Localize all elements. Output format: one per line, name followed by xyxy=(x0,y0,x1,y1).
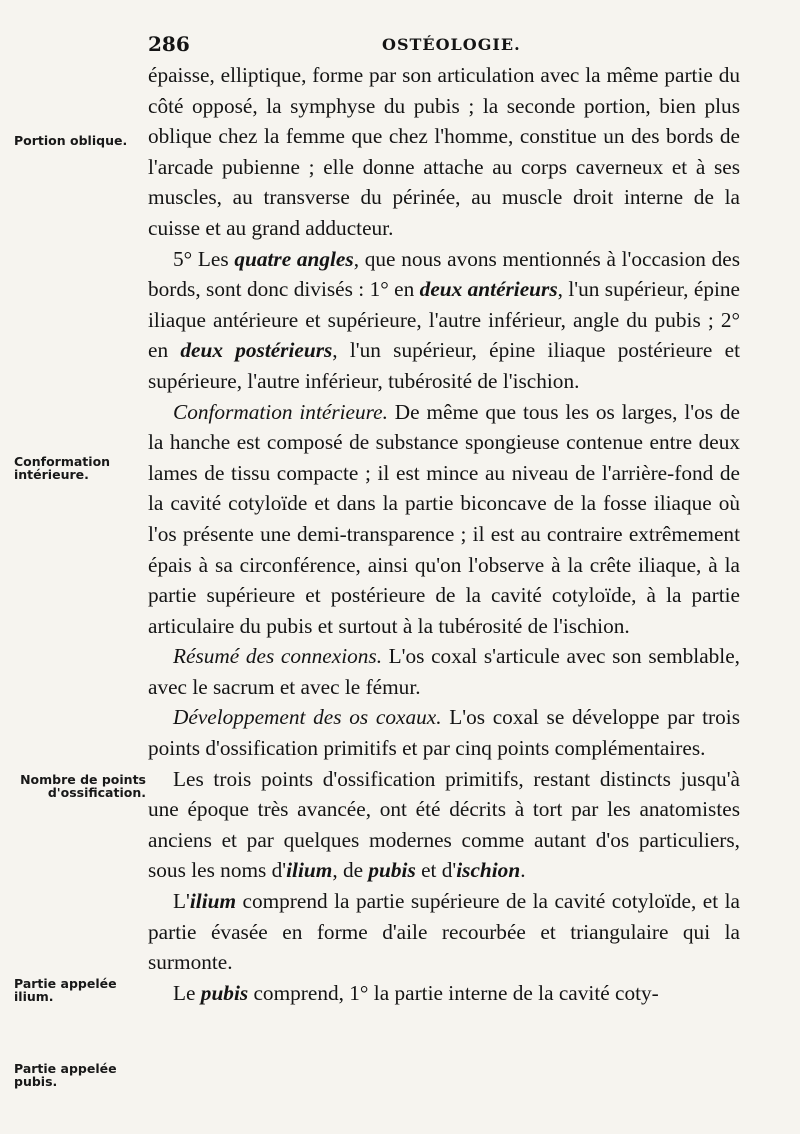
text-run: L'os coxal s'articule avec son semblable, avec le sacrum et avec le fémur. xyxy=(148,644,740,699)
emphasis: quatre angles xyxy=(234,246,354,271)
text-run: comprend la partie supérieure de la cavité cotyloïde, et la partie évasée en forme d'aile recourbée et triangulaire qui la surmonte. xyxy=(148,889,740,975)
margin-note-conformation: Conformation intérieure. xyxy=(14,454,111,482)
text-run: , que nous avons mentionnés à l'occasion des bords, sont donc divisés : 1° en xyxy=(148,246,740,302)
margin-note-portion-oblique: Portion oblique. xyxy=(14,133,128,148)
section-heading: Développement des os coxaux. xyxy=(173,705,442,730)
paragraph-1: épaisse, elliptique, forme par son articulation avec la même partie du côté opposé, la symphyse du pubis ; la seconde portion, bien plus oblique chez la femme que chez l'homme, constitue un des bords de l'arcade pubienne ; elle donne attache au corps caverneux et à ses muscles, au transverse du périnée, au muscle droit interne de la cuisse et au grand adducteur. xyxy=(148,63,740,240)
emphasis: deux postérieurs xyxy=(180,338,333,363)
section-heading: Conformation intérieure. xyxy=(173,399,388,424)
text-run: comprend, 1° la partie interne de la cavité coty- xyxy=(248,980,659,1005)
text-run: . xyxy=(520,858,526,883)
emphasis: pubis xyxy=(200,980,249,1005)
running-head xyxy=(0,32,800,62)
show-through xyxy=(20,210,140,810)
emphasis: ilium xyxy=(286,858,333,883)
margin-note-ilium: Partie appelée ilium. xyxy=(14,976,117,1004)
page-number: 286 xyxy=(148,32,190,56)
paragraph-5 xyxy=(148,702,740,763)
paragraph-2 xyxy=(148,244,740,397)
text-run: Les trois points d'ossification primitifs, restant distincts jusqu'à une époque très avancée, ont été décrits à tort par les anatomistes anciens et par quelques modernes comme autant d'os particuliers, sous les noms d' xyxy=(148,766,740,883)
paragraph-4 xyxy=(148,641,740,702)
paragraph-3 xyxy=(148,397,740,642)
text-run: , l'un supérieur, épine iliaque postérieure et supérieure, l'autre inférieur, tubérosité de l'ischion. xyxy=(148,338,740,393)
margin-note-pubis: Partie appelée pubis. xyxy=(14,1061,117,1089)
text-run: , l'un supérieur, épine iliaque antérieure et supérieure, l'autre inférieur, angle du pubis ; 2° en xyxy=(148,277,741,363)
text-run: L' xyxy=(173,889,190,914)
paragraph-6 xyxy=(148,764,740,886)
running-title: OSTÉOLOGIE. xyxy=(382,35,521,54)
text-run: , de xyxy=(332,858,369,883)
body-text xyxy=(148,60,740,1008)
margin-note-points-ossification: Nombre de points d'ossification. xyxy=(20,772,146,800)
paragraph-8 xyxy=(148,978,740,1009)
section-heading: Résumé des connexions. xyxy=(173,644,383,669)
emphasis: pubis xyxy=(368,858,416,883)
text-run: et d' xyxy=(415,858,457,883)
text-run: 5° Les xyxy=(173,246,235,271)
text-run: Le xyxy=(173,980,201,1005)
emphasis: ischion xyxy=(456,858,521,883)
emphasis: ilium xyxy=(189,889,237,914)
text-run: L'os coxal se développe par trois points d'ossification primitifs et par cinq points complémentaires. xyxy=(148,705,740,761)
emphasis: deux antérieurs xyxy=(419,277,558,302)
paragraph-7 xyxy=(148,886,740,978)
text-run: De même que tous les os larges, l'os de la hanche est composé de substance spongieuse contenue entre deux lames de tissu compacte ; il est mince au niveau de l'arrière-fond de la cavité cotyloïde et dans la partie biconcave de la fosse iliaque où l'os présente une demi-transparence ; il est au contraire extrêmement épais à sa circonférence, ainsi qu'on l'observe à la crête iliaque, à la partie supérieure et postérieure de la cavité cotyloïde, à la partie articulaire du pubis et surtout à la tubérosité de l'ischion. xyxy=(148,399,740,638)
